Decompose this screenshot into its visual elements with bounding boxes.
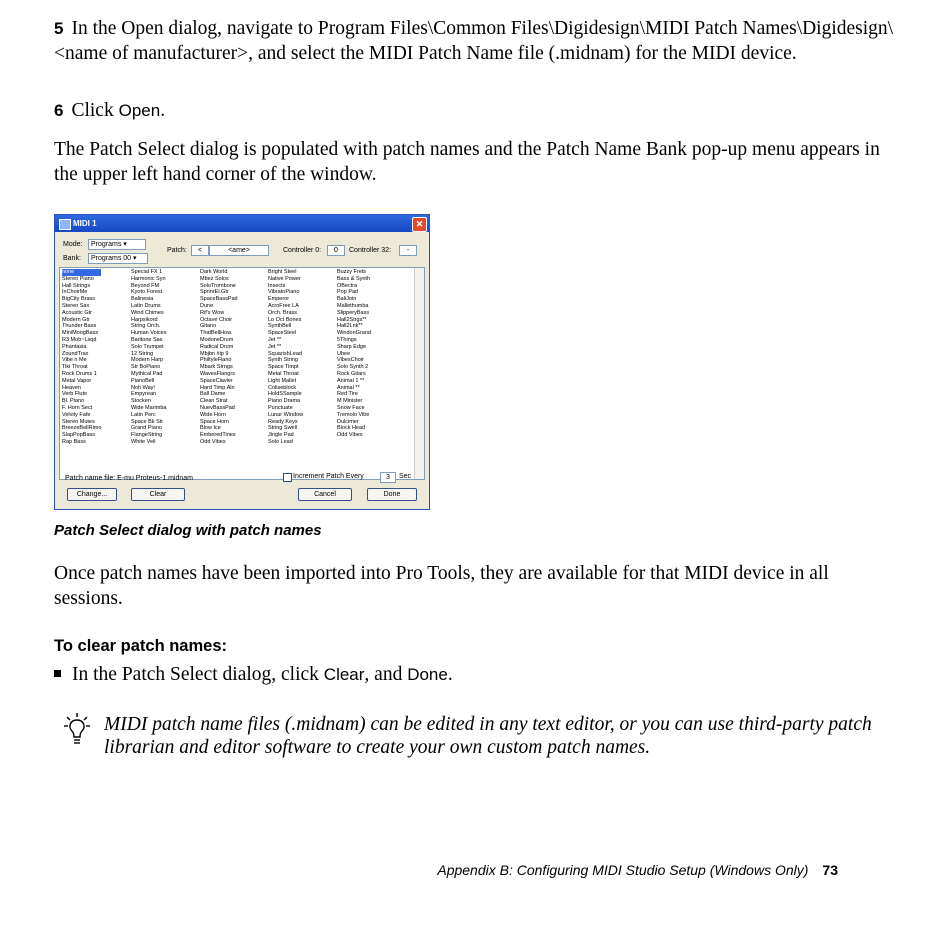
patch-name-item[interactable]: OBectra [337,282,358,289]
patch-name-item[interactable]: Odd Vibes [337,432,363,439]
patch-name-item[interactable]: String Swell [268,425,298,432]
patch-name-item[interactable]: Jet ** [268,343,282,350]
patch-name-item[interactable]: SprinrEl.Gtr [200,289,229,296]
patch-name-item[interactable]: Metal Vapor [62,377,92,384]
paragraph-imported: Once patch names have been imported into Pro Tools, they are available for that MIDI device in all sessions. [54,563,829,609]
patch-name-item[interactable]: Wide Marimba [131,404,167,411]
patch-name-item[interactable]: Space Horn [200,418,230,425]
patch-name-item[interactable]: PianoBell [131,377,155,384]
patch-name-item[interactable]: Radical Drum [200,343,234,350]
patch-name-item[interactable]: Hall Strings [62,282,91,289]
patch-label: Patch: [167,247,187,254]
patch-name-item[interactable]: Hall2Strgs** [337,316,367,323]
patch-name-item[interactable]: Space Bk Str [131,418,164,425]
patch-name-item[interactable]: Mbez Solos [200,275,229,282]
patch-name-item[interactable]: SlapPopBass [62,432,96,439]
bullet-text: , and [364,664,408,685]
step-5 [54,17,894,66]
patch-name-item[interactable]: Bl. Piano [62,398,85,405]
increment-field[interactable]: 3 [380,472,396,483]
patch-name-item[interactable]: Stereo Mutes [62,418,95,425]
step-text-before: Click [71,100,119,121]
patch-name-item[interactable]: Bright Steel [268,269,297,275]
patch-name-item[interactable]: Octave Choir [200,316,233,323]
patch-name-item[interactable]: NuevBassPad [200,404,235,411]
done-button[interactable]: Done [367,488,417,501]
patch-name-item[interactable]: Empyrean [131,391,157,398]
patch-name-item[interactable]: Metal Throat [268,370,299,377]
patch-name-item[interactable]: Animal 1 ** [337,377,365,384]
patch-name-item[interactable]: Stocken [131,398,151,405]
patch-name-item[interactable]: WavesFlangrs [200,370,235,377]
patch-name-item[interactable]: Grand Piano [131,425,162,432]
patch-name-item[interactable]: Rap Bass [62,438,86,445]
patch-name-item[interactable]: Tiki Throat [62,364,88,371]
patch-name-item[interactable]: Jet ** [268,336,282,343]
patch-name-item[interactable]: Tremolo Vibe [337,411,370,418]
patch-name-item[interactable]: R3 Mob~Lsqd [62,336,97,343]
patch-name-item[interactable]: White Veil [131,438,156,445]
patch-name-item[interactable]: Mbjbn #ip 9 [200,350,229,357]
patch-name-item[interactable]: Orch. Brass [268,309,298,316]
patch-name-item[interactable]: Lo Oct Bones [268,316,302,323]
cancel-button[interactable]: Cancel [298,488,352,501]
figure-caption: Patch Select dialog with patch names [54,522,322,539]
patch-column-2 [131,269,166,446]
mode-value: Programs [91,241,122,248]
patch-name-item[interactable]: Red Tire [337,391,358,398]
step-text-after: . [160,100,166,121]
patch-name-item[interactable]: Harpsikord [131,316,158,323]
patch-name-item[interactable]: Wind Chimes [131,309,164,316]
patch-name-item[interactable]: Block Head [337,425,366,432]
patch-name-item[interactable]: BreezeBellRimo [62,425,102,432]
patch-name-item[interactable]: VibesChoir [337,357,364,364]
step-number: 6 [54,101,64,120]
patch-name-item[interactable]: Clean Strat [200,398,228,405]
patch-column-1 [62,269,101,446]
patch-name-item[interactable]: Dark World [200,269,228,275]
patch-name-item[interactable]: Sharp Edge [337,343,367,350]
patch-name-item[interactable]: Balinesia [131,296,154,303]
patch-name-item[interactable]: Thunder Bass [62,323,97,330]
patch-name-field[interactable]: <ame> [209,245,269,256]
patch-name-item[interactable]: VibratoPiano [268,289,300,296]
patch-name-item[interactable] [337,439,371,446]
patch-name-item[interactable]: Rif's Wow [200,309,225,316]
bullet-square-icon [54,670,61,677]
patch-name-item[interactable]: ModoneDrum [200,336,234,343]
footer-title: Appendix B: Configuring MIDI Studio Setup (Windows Only) [437,862,809,878]
patch-name-item[interactable]: Velvity Fafe [62,411,91,418]
patch-name-item[interactable]: Stereo Sax [62,302,90,309]
patch-name-item[interactable]: Punctuate [268,404,293,411]
patch-name-item[interactable]: FlangeString [131,432,163,439]
patch-name-item[interactable]: EmberedTines [200,432,236,439]
patch-name-item[interactable]: 12 String [131,350,154,357]
patch-name-item[interactable]: Phantasia [62,343,87,350]
increment-label: Increment Patch Every [293,473,364,480]
bullet-item [54,664,453,686]
page-footer [437,862,838,878]
controller0-field[interactable]: 0 [327,245,345,256]
patch-name-item[interactable]: Pop Pad [337,289,359,296]
patch-column-3 [200,269,238,446]
patch-name-item[interactable]: Dune [200,302,214,309]
patch-name-item[interactable]: ZoundTrax [62,350,89,357]
paragraph-populated: The Patch Select dialog is populated with patch names and the Patch Name Bank pop-up menu appears in the upper left hand corner of the window. [54,139,880,185]
patch-name-item[interactable]: Mbark Strngs [200,364,233,371]
patch-name-item[interactable]: Coliseblock [268,384,297,391]
sec-label: Sec [399,473,412,480]
patch-name-item[interactable]: InChoirMe [62,289,88,296]
patch-name-item[interactable]: Latin Perc [131,411,156,418]
patch-name-grid[interactable] [59,267,425,480]
patch-column-5 [337,269,371,446]
increment-checkbox[interactable] [283,473,292,482]
patch-name-item[interactable]: Dulcimer [337,418,359,425]
done-ui-label: Done [407,665,448,684]
patch-name-item[interactable]: Rock Drums 1 [62,370,97,377]
bank-label: Bank: [63,255,81,262]
change-button[interactable]: Change... [67,488,117,501]
clear-ui-label: Clear [323,665,365,684]
controller32-label: Controller 32: [349,247,392,254]
patch-name-item[interactable]: Solo Trumpet [131,343,164,350]
patch-name-item[interactable]: SpaceBassPad [200,296,238,303]
patch-name-item[interactable]: 5Things [337,336,357,343]
patch-name-item[interactable]: Modern Harp [131,357,164,364]
patch-name-item[interactable]: BigCity Brass [62,296,96,303]
patch-name-item[interactable]: Modern Gtr [62,316,90,323]
open-ui-label: Open [118,101,161,120]
patch-name-item[interactable]: Acoustic Gtr [62,309,92,316]
patch-select-dialog [54,214,430,510]
clear-button[interactable]: Clear [131,488,185,501]
patch-name-item[interactable]: Mallethumba [337,302,369,309]
bullet-text: In the Patch Select dialog, click [72,664,324,685]
patch-name-item[interactable]: Solo Lead [268,438,293,445]
patch-name-item[interactable]: Solo Synth 2 [337,364,369,371]
controller32-field[interactable]: - [399,245,417,256]
tip-text: MIDI patch name files (.midnam) can be edited in any text editor, or you can use third-party patch librarian and editor software to create your own custom patch names. [104,714,872,758]
grid-scrollbar[interactable] [414,268,424,479]
patch-name-item[interactable]: BaliJoin [337,296,357,303]
patch-name-item[interactable]: Latin Drums [131,302,161,309]
patch-name-item[interactable]: Emperor [268,296,290,303]
dialog-titlebar [55,215,429,232]
patch-name-item[interactable]: AcroFree LA [268,302,299,309]
patch-name-item[interactable]: Ball Dame [200,391,226,398]
patch-name-item[interactable]: SlipperyBass [337,309,370,316]
patch-name-item[interactable]: Hall2Lnk** [337,323,363,330]
patch-name-item[interactable]: Piano Drama [268,398,301,405]
patch-name-item[interactable]: M Minister [337,398,363,405]
patch-name-item[interactable]: Insects [268,282,286,289]
patch-name-item[interactable]: Beyond FM [131,282,160,289]
patch-name-item[interactable]: Animal ** [337,384,360,391]
step-6 [54,99,165,124]
patch-name-item[interactable]: SquarishLead [268,350,302,357]
close-icon[interactable]: ✕ [412,217,427,232]
mode-label: Mode: [63,241,83,248]
patch-name-item[interactable]: Str BoPiano [131,364,161,371]
patch-name-item[interactable]: Native Power [268,275,301,282]
step-text: In the Open dialog, navigate to Program Files\Common Files\Digidesign\MIDI Patch Names\Digidesign\<name of manufacturer>, and select the MIDI Patch Name file (.midnam) for the MIDI device. [54,18,894,64]
bank-select[interactable]: Programs 00 ▾ [88,253,148,264]
patch-name-item[interactable]: Heaven [62,384,81,391]
step-number: 5 [54,19,64,38]
patch-name-item[interactable]: Jingle Pad [268,432,294,439]
lightbulb-icon [64,713,94,747]
patch-name-item[interactable]: Blow Ice [200,425,221,432]
patch-name-item[interactable]: PhiltyleFiano [200,357,232,364]
patch-name-item[interactable]: Gitano [200,323,217,330]
patch-name-item[interactable]: HoldSSample [268,391,302,398]
patch-name-item[interactable]: Stereo Piano [62,275,94,282]
midi-app-icon [59,219,71,230]
patch-name-item[interactable]: Rock Gitars [337,370,366,377]
bank-value: Programs 00 [91,255,132,262]
patch-name-item[interactable]: Harmonic Syn [131,275,166,282]
patch-name-item[interactable]: Mythical Pad [131,370,163,377]
patch-name-item[interactable]: SpaceSteel [268,330,297,337]
patch-name-item[interactable]: Ready Keys [268,418,298,425]
patch-name-item[interactable]: SpaceClavier [200,377,233,384]
patch-number-field[interactable]: < [191,245,209,256]
patch-name-item[interactable]: Buzzy Frets [337,269,367,275]
patch-name-item[interactable]: none [62,269,101,276]
patch-name-item[interactable]: MiniMoogBass [62,330,99,337]
patch-name-item[interactable]: Space Timpt [268,364,299,371]
patch-name-item[interactable]: Lunar Window [268,411,304,418]
patch-name-item[interactable]: Baritone Sax [131,336,163,343]
patch-name-item[interactable]: SynthBell [268,323,292,330]
patch-name-item[interactable]: Bass & Synth [337,275,371,282]
patch-name-item[interactable]: Light Mallet [268,377,297,384]
patch-name-item[interactable]: SoloTrombone [200,282,236,289]
patch-file-label: Patch name file: E-mu Proteus-1.midnam [65,475,193,482]
patch-name-item[interactable]: Kyoto Forest [131,289,163,296]
controller0-label: Controller 0: [283,247,322,254]
patch-column-4 [268,269,303,446]
patch-name-item[interactable]: Ubee [337,350,351,357]
dialog-title: MIDI 1 [73,219,97,228]
page-number: 73 [822,862,838,878]
patch-name-item[interactable]: Synth String [268,357,298,364]
patch-name-item[interactable]: Wide Horn [200,411,226,418]
patch-name-item[interactable]: String Orch. [131,323,161,330]
patch-name-item[interactable]: Odd Vibes [200,438,226,445]
patch-name-item[interactable]: Special FX 1 [131,269,163,275]
bullet-text: . [447,664,453,685]
patch-name-item[interactable]: Hard Timp Aln [200,384,235,391]
patch-name-item[interactable]: Vibe n Me [62,357,87,364]
patch-name-item[interactable]: Snow Face [337,404,365,411]
patch-name-item[interactable]: F. Horn Sect [62,404,93,411]
patch-name-item[interactable]: Verb Flute [62,391,88,398]
section-heading: To clear patch names: [54,637,228,655]
mode-select[interactable]: Programs ▾ [88,239,146,250]
patch-name-item[interactable]: WindonGrand [337,330,371,337]
patch-name-item[interactable]: Noh Way! [131,384,155,391]
patch-name-item[interactable]: Human Voices [131,330,167,337]
patch-name-item[interactable]: ThatBellHow. [200,330,233,337]
